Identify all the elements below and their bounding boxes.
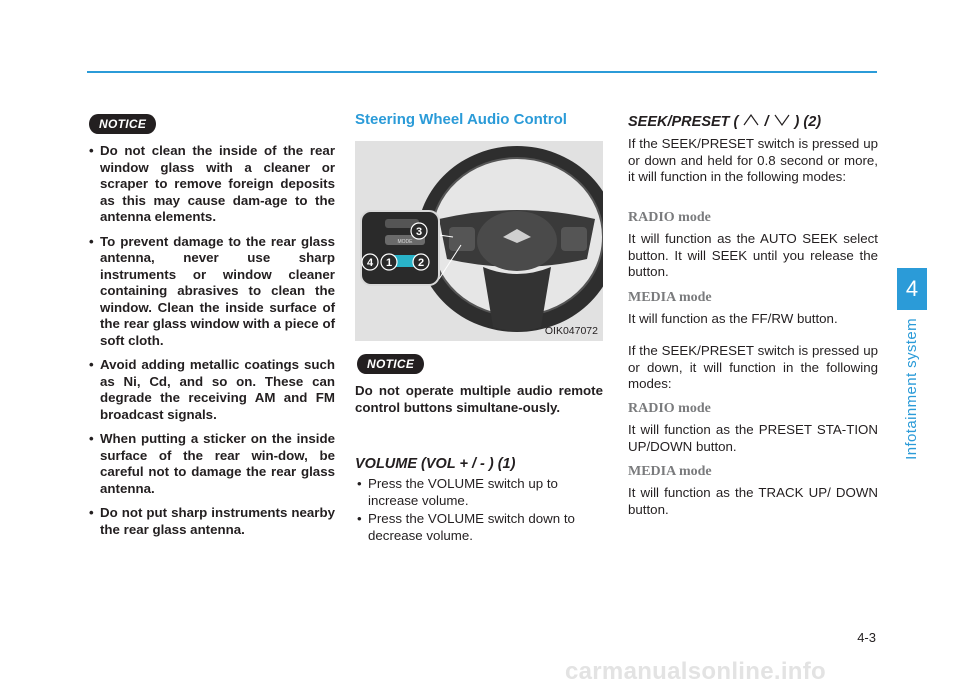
radio-mode-heading-2: RADIO mode	[628, 401, 711, 416]
list-item: • Avoid adding metallic coatings such as Ni, Cd, and so on. These can degrade the receiving AM and FM broadcast signals.	[87, 357, 335, 423]
callout-4: 4	[366, 257, 374, 269]
notice-text: Do not operate multiple audio remote control buttons simultane-ously.	[355, 383, 603, 415]
notice-badge: NOTICE	[89, 114, 156, 134]
volume-heading: VOLUME (VOL + / - ) (1)	[355, 456, 516, 472]
callout-3: 3	[415, 226, 423, 238]
radio-mode-heading: RADIO mode	[628, 210, 711, 225]
media-mode-text: It will function as the FF/RW button.	[628, 311, 838, 326]
steering-wheel-illustration	[355, 141, 603, 341]
chapter-tab: 4	[897, 268, 927, 310]
list-item: • To prevent damage to the rear glass antenna, never use sharp instruments or window cleaner containing abrasives to clean the window. Clean the inside surface of the rear glass window with a piece of soft cloth.	[87, 234, 335, 350]
mode-button-label: MODE	[397, 239, 413, 245]
chevron-down-icon	[773, 113, 791, 127]
chevron-up-icon	[742, 113, 760, 127]
list-item: • Press the VOLUME switch up to increase volume.	[355, 476, 603, 509]
seek-heading-prefix: SEEK/PRESET (	[628, 114, 739, 130]
antenna-care-list	[87, 143, 335, 546]
section-heading: Steering Wheel Audio Control	[355, 111, 567, 128]
page-number: 4-3	[857, 630, 876, 645]
seek-heading-separator: /	[764, 114, 769, 130]
media-mode-heading-2: MEDIA mode	[628, 464, 712, 479]
figure-code: OIK047072	[544, 325, 598, 337]
seek-hold-text: If the SEEK/PRESET switch is pressed up or down and held for 0.8 second or more, it will function in the following modes:	[628, 136, 878, 184]
volume-list	[355, 476, 603, 546]
callout-2: 2	[417, 257, 425, 269]
callout-1: 1	[385, 257, 393, 269]
seek-press-text: If the SEEK/PRESET switch is pressed up or down, it will function in the following modes:	[628, 343, 878, 391]
header-rule	[87, 71, 877, 73]
list-item: • When putting a sticker on the inside surface of the rear win-dow, be careful not to damage the rear glass antenna.	[87, 431, 335, 497]
watermark: carmanualsonline.info	[565, 658, 827, 685]
chapter-title: Infotainment system	[903, 318, 920, 460]
radio-mode-text-2: It will function as the PRESET STA-TION UP/DOWN button.	[628, 422, 878, 454]
media-mode-text-2: It will function as the TRACK UP/ DOWN button.	[628, 485, 878, 517]
notice-badge: NOTICE	[357, 354, 424, 374]
list-item: • Do not put sharp instruments nearby the rear glass antenna.	[87, 505, 335, 538]
media-mode-heading: MEDIA mode	[628, 290, 712, 305]
radio-mode-text: It will function as the AUTO SEEK select button. It will SEEK until you release the button.	[628, 231, 878, 279]
steering-wheel-figure	[355, 141, 603, 341]
list-item: • Do not clean the inside of the rear window glass with a cleaner or scraper to remove foreign deposits as this may cause dam-age to the antenna elements.	[87, 143, 335, 226]
list-item: • Press the VOLUME switch down to decrease volume.	[355, 511, 603, 544]
seek-preset-heading	[628, 113, 821, 130]
seek-heading-suffix: ) (2)	[794, 114, 822, 130]
